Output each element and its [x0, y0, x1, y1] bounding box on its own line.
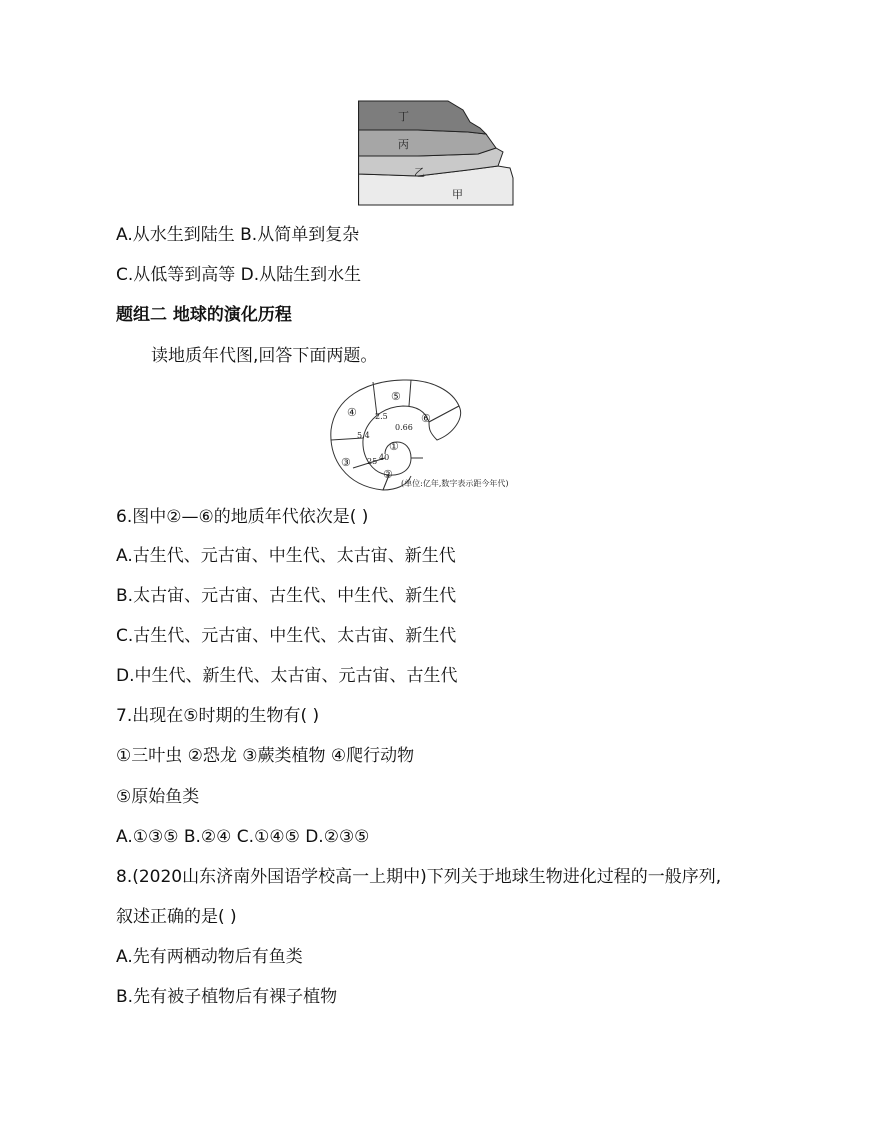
- layer-label-bing: 丙: [398, 138, 409, 151]
- section-title: 题组二 地球的演化历程: [116, 305, 292, 325]
- layer-label-yi: 乙: [414, 166, 425, 179]
- q6-option-b: B.太古宙、元古宙、古生代、中生代、新生代: [116, 586, 457, 606]
- value-0-66: 0.66: [395, 423, 413, 432]
- q7-stem: 7.出现在⑤时期的生物有( ): [116, 706, 320, 726]
- layer-bing: [358, 130, 496, 156]
- era-4: ④: [347, 406, 357, 419]
- q7-items-line1: ①三叶虫 ②恐龙 ③蕨类植物 ④爬行动物: [116, 746, 415, 766]
- geologic-time-spiral: [325, 378, 545, 494]
- era-5: ⑤: [391, 390, 401, 403]
- q6-stem: 6.图中②—⑥的地质年代依次是( ): [116, 507, 369, 527]
- q7-items-line2: ⑤原始鱼类: [116, 787, 200, 807]
- spiral-caption: (单位:亿年,数字表示距今年代): [401, 479, 509, 488]
- q8-stem-line1: 8.(2020山东济南外国语学校高一上期中)下列关于地球生物进化过程的一般序列,: [116, 867, 722, 887]
- strata-figure: [358, 100, 518, 208]
- q5-options-line2: C.从低等到高等 D.从陆生到水生: [116, 265, 362, 285]
- q6-option-a: A.古生代、元古宙、中生代、太古宙、新生代: [116, 546, 456, 566]
- q5-options-line1: A.从水生到陆生 B.从简单到复杂: [116, 225, 360, 245]
- q8-option-a: A.先有两栖动物后有鱼类: [116, 947, 303, 967]
- q8-stem-line2: 叙述正确的是( ): [116, 907, 237, 927]
- layer-label-ding: 丁: [398, 110, 409, 123]
- section-intro: 读地质年代图,回答下面两题。: [151, 346, 378, 366]
- era-2: ②: [383, 468, 393, 481]
- layer-label-jia: 甲: [452, 188, 463, 201]
- q6-option-c: C.古生代、元古宙、中生代、太古宙、新生代: [116, 626, 457, 646]
- q7-options: A.①③⑤ B.②④ C.①④⑤ D.②③⑤: [116, 827, 370, 847]
- q8-option-b: B.先有被子植物后有裸子植物: [116, 987, 338, 1007]
- era-1: ①: [389, 440, 399, 453]
- layer-ding: [358, 101, 486, 134]
- era-3: ③: [341, 456, 351, 469]
- value-5-4: 5.4: [357, 431, 370, 440]
- value-25: 25: [367, 457, 378, 466]
- q6-option-d: D.中生代、新生代、太古宙、元古宙、古生代: [116, 666, 458, 686]
- era-6: ⑥: [421, 412, 431, 425]
- value-2-5: 2.5: [375, 412, 388, 421]
- value-40: 40: [379, 453, 390, 462]
